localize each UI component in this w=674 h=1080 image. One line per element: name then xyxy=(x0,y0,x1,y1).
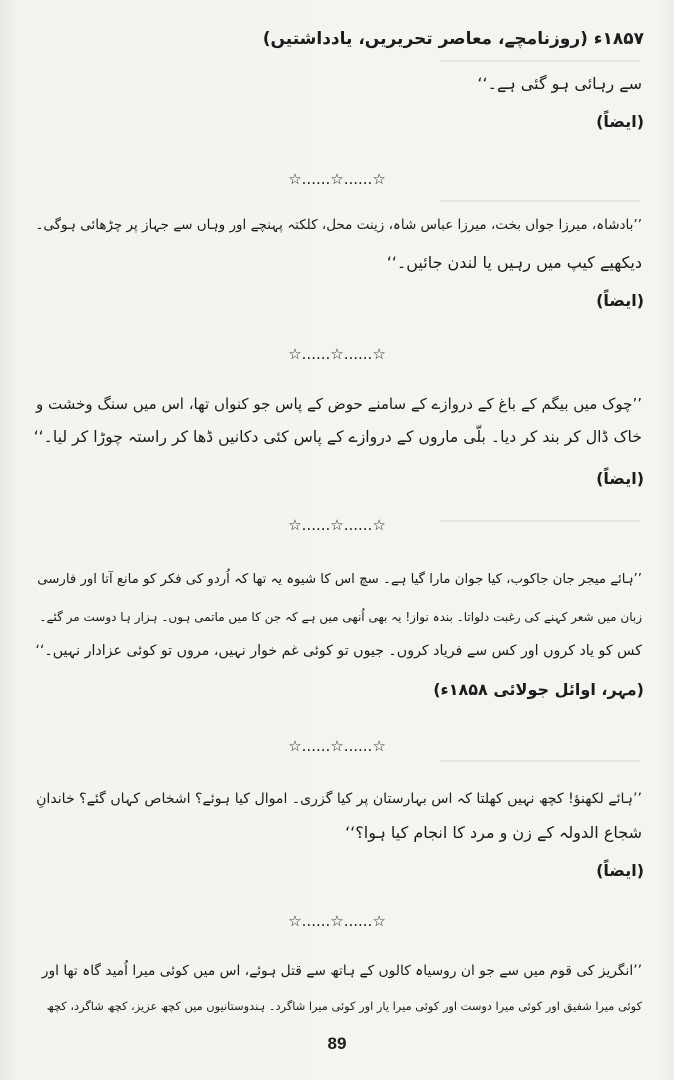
text-line: کس کو یاد کروں اور کس سے فریاد کروں۔ جیوں تو کوئی غم خوار نہیں، مروں تو کوئی عزادار نہیں۔‘‘ xyxy=(35,643,642,659)
running-header: ۱۸۵۷ء (روزنامچے، معاصر تحریریں، یادداشتیں) xyxy=(262,29,644,49)
page-number: 89 xyxy=(327,1034,347,1053)
reference-citation: (مہر، اوائل جولائی ۱۸۵۸ء) xyxy=(433,680,644,699)
text-line: سے رہائی ہو گئی ہے۔‘‘ xyxy=(477,74,642,93)
reference-citation: (ایضاً) xyxy=(596,469,644,488)
bleed-through-mark xyxy=(440,60,640,62)
text-line: ’’بادشاہ، میرزا جواں بخت، میرزا عباس شاہ، زینت محل، کلکتہ پہنچے اور وہاں سے جہاز پر چڑھائی ہوگی۔ xyxy=(35,217,642,233)
section-separator: ☆......☆......☆ xyxy=(288,737,386,755)
section-separator: ☆......☆......☆ xyxy=(288,170,386,188)
section-separator: ☆......☆......☆ xyxy=(288,912,386,930)
text-line: دیکھیے کیپ میں رہیں یا لندن جائیں۔‘‘ xyxy=(386,253,642,272)
section-separator: ☆......☆......☆ xyxy=(288,345,386,363)
text-line: ’’ہائے لکھنؤ! کچھ نہیں کھلتا کہ اس بہارستان پر کیا گزری۔ اموال کیا ہوئے؟ اشخاص کہاں گئے؟ خاندانِ xyxy=(36,791,642,807)
reference-citation: (ایضاً) xyxy=(596,291,644,310)
text-line: خاک ڈال کر بند کر دیا۔ بلّی ماروں کے دروازے کے پاس کئی دکانیں ڈھا کر راستہ چوڑا کر لیا۔‘‘ xyxy=(33,427,642,446)
reference-citation: (ایضاً) xyxy=(596,861,644,880)
text-line: ’’چوک میں بیگم کے باغ کے دروازے کے سامنے حوض کے پاس جو کنواں تھا، اس میں سنگ وخشت و xyxy=(36,395,642,413)
bleed-through-mark xyxy=(440,200,640,202)
text-line: کوئی میرا شفیق اور کوئی میرا دوست اور کوئی میرا یار اور کوئی میرا شاگرد۔ ہندوستانیوں میں کچھ عزیز، کچھ شاگرد، کچھ xyxy=(46,999,642,1013)
section-separator: ☆......☆......☆ xyxy=(288,516,386,534)
reference-citation: (ایضاً) xyxy=(596,112,644,131)
text-line: شجاع الدولہ کے زن و مرد کا انجام کیا ہوا؟‘‘ xyxy=(345,823,642,842)
text-line: زبان میں شعر کہنے کی رغبت دلواتا۔ بندہ نواز! یہ بھی اُنھی میں ہے کہ جن کا میں ماتمی ہوں۔ ہزار ہا دوست مر گئے۔ xyxy=(39,610,642,624)
text-line: ’’ہائے میجر جان جاکوب، کیا جوان مارا گیا ہے۔ سچ اس کا شیوہ یہ تھا کہ اُردو کی فکر کو مانع آتا اور فارسی xyxy=(37,572,642,587)
text-line: ’’انگریز کی قوم میں سے جو ان روسیاہ کالوں کے ہاتھ سے قتل ہوئے، اس میں کوئی میرا اُمید گاہ تھا اور xyxy=(41,963,642,979)
bleed-through-mark xyxy=(440,760,640,762)
